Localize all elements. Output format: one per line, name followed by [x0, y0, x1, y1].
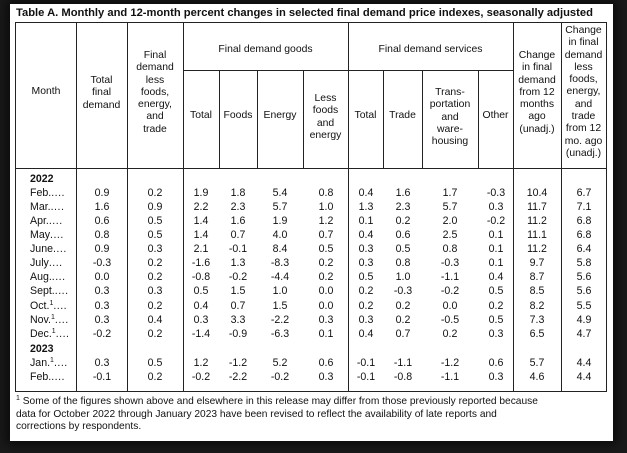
table-cell: -0.1 [356, 371, 376, 383]
month-label: Feb..... [30, 187, 65, 199]
table-cell: -0.2 [440, 285, 460, 297]
table-cell: 0.5 [193, 285, 209, 297]
table-cell: 2.3 [395, 201, 411, 213]
header-line: (unadj.) [519, 123, 555, 135]
table-cell: 11.1 [527, 229, 547, 241]
table-cell: -0.8 [191, 271, 211, 283]
header-month: Month [31, 86, 61, 97]
table-cell: 1.9 [193, 187, 209, 199]
header-line: trade [571, 111, 596, 123]
table-cell: 0.2 [147, 257, 163, 269]
header-line: mo. ago [564, 135, 603, 147]
table-cell: 1.7 [442, 187, 458, 199]
header-bottom-rule [16, 168, 606, 169]
header-line: foods, [140, 86, 170, 98]
header-goods-foods: Foods [223, 110, 253, 121]
table-cell: 0.2 [358, 285, 374, 297]
table-cell: -0.1 [228, 243, 248, 255]
table-cell: -0.1 [356, 357, 376, 369]
table-cell: 0.4 [358, 328, 374, 340]
table-cell: 0.3 [358, 314, 374, 326]
table-cell: 4.6 [529, 371, 545, 383]
table-cell: 3.3 [230, 314, 246, 326]
header-line: Less [314, 93, 337, 104]
table-cell: 1.5 [230, 285, 246, 297]
table-cell: 0.3 [193, 314, 209, 326]
table-cell: 0.3 [318, 371, 334, 383]
header-group-services: Final demand services [378, 44, 483, 55]
header-line: ago [528, 111, 546, 123]
header-line: foods, [569, 74, 598, 86]
table-cell: 1.2 [318, 215, 334, 227]
table-cell: 4.9 [576, 314, 592, 326]
table-cell: 0.3 [358, 257, 374, 269]
month-label: July.... [30, 257, 63, 269]
table-cell: -0.2 [228, 271, 248, 283]
table-cell: 0.6 [318, 357, 334, 369]
table-cell: -8.3 [270, 257, 290, 269]
table-cell: 0.4 [147, 314, 163, 326]
table-cell: 0.1 [318, 328, 334, 340]
table-cell: 10.4 [526, 187, 548, 199]
table-cell: 9.7 [529, 257, 545, 269]
table-cell: 0.5 [488, 314, 504, 326]
header-line: trade [143, 123, 167, 135]
month-label: Apr..... [30, 215, 63, 227]
table-cell: 4.7 [576, 328, 592, 340]
table-cell: 0.7 [395, 328, 411, 340]
table-cell: 0.5 [358, 271, 374, 283]
table-cell: 6.8 [576, 215, 592, 227]
header-line: ware- [437, 123, 463, 135]
header-line: Change [565, 25, 602, 36]
table-cell: -0.3 [393, 285, 413, 297]
header-services-total: Total [354, 110, 377, 121]
table-cell: 0.5 [488, 285, 504, 297]
table-cell: 2.5 [442, 229, 458, 241]
revision-marker: 1 [51, 314, 55, 321]
header-services-trade: Trade [389, 110, 416, 121]
header-line: energy, [566, 86, 601, 98]
header-line: and [146, 111, 164, 123]
header-line: Trans- [435, 87, 465, 98]
table-cell: 0.2 [318, 257, 334, 269]
header-services-other: Other [482, 110, 509, 121]
revision-marker: 1 [50, 357, 54, 364]
table-cell: 0.3 [147, 285, 163, 297]
header-line: demand [518, 74, 556, 86]
table-cell: 0.2 [395, 314, 411, 326]
table-cell: -2.2 [228, 371, 248, 383]
revision-marker: 1 [49, 300, 54, 307]
header-line: foods [312, 105, 339, 117]
table-cell: 6.7 [576, 187, 592, 199]
table-cell: 0.6 [395, 229, 411, 241]
table-cell: 0.2 [147, 300, 163, 312]
table-cell: 11.2 [527, 215, 547, 227]
table-cell: -0.8 [393, 371, 413, 383]
header-group-goods: Final demand goods [218, 44, 313, 55]
header-line: and [316, 117, 335, 129]
table-cell: 0.4 [488, 271, 504, 283]
table-cell: 5.7 [529, 357, 545, 369]
header-fd-less-foods-energy-trade [127, 50, 183, 136]
table-cell: 6.5 [529, 328, 545, 340]
table-cell: -2.2 [270, 314, 290, 326]
table-cell: 0.7 [318, 229, 334, 241]
table-cell: -1.1 [393, 357, 413, 369]
table-cell: 1.0 [272, 285, 288, 297]
header-goods-energy: Energy [263, 110, 297, 121]
header-line: in final [521, 62, 553, 74]
table-cell: 5.8 [576, 257, 592, 269]
month-label: May.... [30, 229, 64, 241]
footnote-marker: 1 [16, 395, 20, 402]
table-cell: -1.1 [440, 371, 460, 383]
table-cell: 7.1 [576, 201, 592, 213]
table-cell: 2.2 [193, 201, 209, 213]
table-cell: 4.4 [576, 371, 592, 383]
table-cell: 0.2 [318, 271, 334, 283]
table-cell: 1.3 [230, 257, 246, 269]
header-total-final-demand [76, 75, 127, 112]
header-goods-total: Total [190, 110, 212, 121]
table-cell: -1.6 [191, 257, 211, 269]
table-cell: 5.6 [576, 285, 592, 297]
month-label: Sept..... [30, 285, 69, 297]
header-line: less [574, 61, 593, 73]
table-cell: -0.1 [92, 371, 112, 383]
table-cell: 0.6 [94, 215, 110, 227]
header-services-transportation [422, 87, 478, 148]
table-cell: 8.5 [529, 285, 545, 297]
table-panel [10, 4, 613, 441]
table-cell: 0.2 [147, 371, 163, 383]
month-label: Aug..... [30, 271, 66, 283]
table-cell: 4.0 [272, 229, 288, 241]
table-cell: -6.3 [270, 328, 290, 340]
table-cell: 0.3 [318, 314, 334, 326]
table-cell: 0.5 [395, 243, 411, 255]
table-cell: 5.6 [576, 271, 592, 283]
table-cell: 0.3 [488, 371, 504, 383]
table-cell: -1.1 [440, 271, 460, 283]
table-cell: 0.2 [395, 215, 411, 227]
table-cell: 5.4 [272, 187, 288, 199]
table-cell: 0.9 [94, 243, 110, 255]
table-cell: 6.8 [576, 229, 592, 241]
header-line: and [441, 111, 459, 123]
header-line: final [91, 87, 112, 99]
table-cell: 0.3 [488, 201, 504, 213]
group-underline [183, 70, 513, 71]
table-cell: -0.3 [486, 187, 506, 199]
table-cell: 0.9 [94, 187, 110, 199]
table-cell: 0.9 [147, 201, 163, 213]
table-cell: 0.1 [488, 257, 504, 269]
table-cell: -0.5 [440, 314, 460, 326]
table-cell: -0.2 [191, 371, 211, 383]
table-cell: 5.7 [442, 201, 458, 213]
table-cell: 0.2 [147, 328, 163, 340]
table-cell: 1.6 [94, 201, 110, 213]
header-line: Total [90, 75, 113, 86]
price-index-table [15, 22, 607, 392]
table-cell: 2.3 [230, 201, 246, 213]
table-cell: 11.2 [527, 243, 547, 255]
revision-marker: 1 [51, 328, 56, 335]
table-cell: 1.2 [193, 357, 209, 369]
table-cell: 0.2 [147, 187, 163, 199]
header-change-12-months-less [561, 25, 606, 160]
table-cell: 8.2 [529, 300, 545, 312]
table-cell: 0.3 [94, 357, 110, 369]
header-line: demand [136, 62, 174, 74]
table-title: Table A. Monthly and 12-month percent changes in selected final demand price indexes, seasonally adjusted [16, 7, 593, 19]
table-cell: 0.1 [488, 229, 504, 241]
table-cell: 1.9 [272, 215, 288, 227]
table-cell: 0.7 [230, 300, 246, 312]
table-cell: 2.1 [193, 243, 209, 255]
month-label: Dec.$^1$.... [30, 328, 70, 340]
table-cell: 0.0 [318, 285, 334, 297]
table-cell: -1.2 [228, 357, 248, 369]
table-cell: 1.0 [318, 201, 334, 213]
table-cell: 0.4 [358, 229, 374, 241]
month-label: Oct.$^1$.... [30, 300, 68, 312]
table-cell: 0.2 [147, 271, 163, 283]
header-line: housing [431, 136, 469, 148]
table-cell: 0.0 [94, 271, 110, 283]
header-change-12-months [513, 50, 561, 136]
year-label: 2023 [30, 343, 54, 355]
table-cell: 0.8 [442, 243, 458, 255]
header-line: less [145, 74, 165, 86]
table-cell: 0.8 [94, 229, 110, 241]
table-cell: 5.5 [576, 300, 592, 312]
table-cell: 0.3 [94, 285, 110, 297]
footnote [16, 393, 608, 434]
table-cell: -1.4 [191, 328, 211, 340]
table-cell: 1.4 [193, 229, 209, 241]
table-cell: 0.8 [395, 257, 411, 269]
table-cell: 0.8 [318, 187, 334, 199]
table-cell: 11.7 [527, 201, 547, 213]
table-cell: -0.3 [440, 257, 460, 269]
table-cell: 8.4 [272, 243, 288, 255]
table-cell: 1.6 [230, 215, 246, 227]
header-line: demand [82, 99, 121, 111]
header-line: (unadj.) [565, 147, 602, 159]
table-cell: -0.2 [92, 328, 112, 340]
footnote-line: Some of the figures shown above and elsewhere in this release may differ from those previously reported because [22, 396, 538, 407]
table-cell: 0.3 [488, 328, 504, 340]
table-cell: 0.2 [395, 300, 411, 312]
header-line: demand [564, 49, 603, 61]
table-cell: 0.4 [193, 300, 209, 312]
table-cell: 1.5 [272, 300, 288, 312]
table-cell: 0.5 [318, 243, 334, 255]
month-label: Jan.$^1$.... [30, 357, 68, 369]
table-cell: 0.7 [230, 229, 246, 241]
header-line: Change [518, 50, 556, 61]
table-cell: 0.3 [147, 243, 163, 255]
month-label: Mar..... [30, 201, 65, 213]
header-goods-less-foods-energy [303, 93, 348, 142]
table-cell: 0.2 [358, 300, 374, 312]
table-cell: -0.3 [92, 257, 112, 269]
table-cell: 1.8 [230, 187, 246, 199]
table-cell: -0.2 [486, 215, 506, 227]
table-cell: -1.2 [440, 357, 460, 369]
table-cell: -4.4 [270, 271, 290, 283]
table-cell: 8.7 [529, 271, 545, 283]
header-line: in final [568, 37, 599, 49]
table-cell: 1.4 [193, 215, 209, 227]
year-label: 2022 [30, 173, 54, 185]
footnote-line: corrections by respondents. [16, 421, 142, 432]
table-cell: 0.6 [488, 357, 504, 369]
table-cell: 0.5 [147, 229, 163, 241]
table-cell: 4.4 [576, 357, 592, 369]
month-label: Feb..... [30, 371, 65, 383]
header-line: Final [143, 50, 167, 61]
footnote-line: data for October 2022 through January 2023 have been revised to reflect the availability of late reports and [16, 408, 497, 420]
table-cell: 2.0 [442, 215, 458, 227]
table-cell: 7.3 [529, 314, 545, 326]
header-line: from 12 [519, 86, 555, 98]
table-cell: 1.0 [395, 271, 411, 283]
table-cell: 0.4 [358, 187, 374, 199]
table-cell: 0.5 [147, 357, 163, 369]
table-cell: -0.2 [270, 371, 290, 383]
table-cell: 6.4 [576, 243, 592, 255]
table-cell: 0.1 [488, 243, 504, 255]
header-line: portation [429, 99, 471, 111]
month-label: Nov.$^1$.... [30, 314, 69, 326]
table-cell: 0.3 [358, 243, 374, 255]
table-cell: 0.3 [94, 314, 110, 326]
month-label: June.... [30, 243, 67, 255]
table-cell: 1.3 [358, 201, 374, 213]
table-cell: 1.6 [395, 187, 411, 199]
table-cell: 0.0 [442, 300, 458, 312]
table-cell: 0.3 [94, 300, 110, 312]
table-cell: 0.5 [147, 215, 163, 227]
table-cell: 0.0 [318, 300, 334, 312]
header-line: from 12 [565, 123, 602, 135]
header-line: energy [309, 129, 342, 141]
table-cell: -0.9 [228, 328, 248, 340]
header-line: months [519, 99, 555, 111]
header-line: energy, [138, 99, 172, 111]
table-cell: 0.2 [442, 328, 458, 340]
table-cell: 5.7 [272, 201, 288, 213]
table-cell: 5.2 [272, 357, 288, 369]
header-line: and [574, 98, 593, 110]
table-cell: 0.2 [488, 300, 504, 312]
table-cell: 0.1 [358, 215, 374, 227]
